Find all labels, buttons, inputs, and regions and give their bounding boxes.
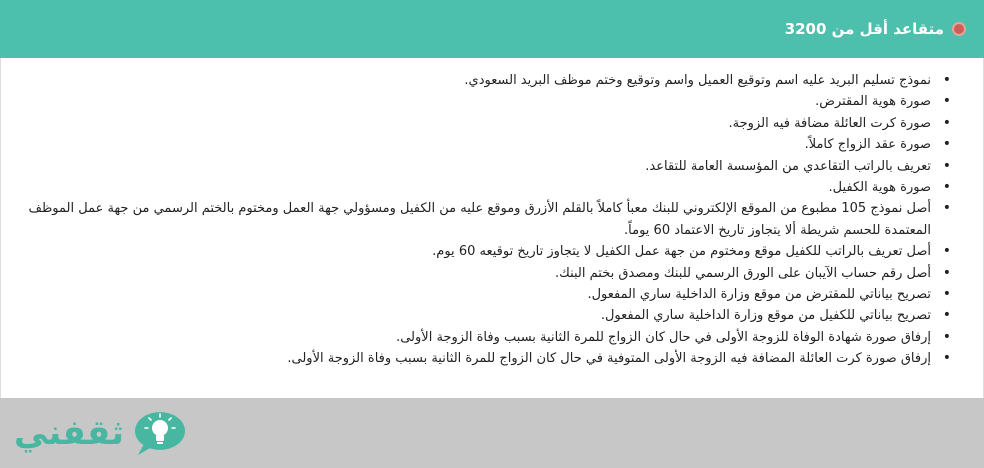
list-item: • تصريح بياناتي للكفيل من موقع وزارة الداخلية ساري المفعول. bbox=[13, 305, 957, 326]
list-item: • أصل نموذج 105 مطبوع من الموقع الإلكتروني للبنك معبأ كاملاً بالقلم الأزرق وموقع عليه من الكفيل ومسؤولي جهة العمل ومختوم بالختم الرسمي من جهة عمل الموظف المعتمدة للحسم شريطة ألا يتجاوز تاريخ الاعتماد 60 يوماً. bbox=[13, 198, 957, 241]
requirements-panel bbox=[0, 58, 984, 398]
list-item: • إرفاق صورة كرت العائلة المضافة فيه الزوجة الأولى المتوفية في حال كان الزواج للمرة الثانية بسبب وفاة الزوجة الأولى. bbox=[13, 348, 957, 369]
section-header bbox=[0, 0, 984, 58]
list-item: • صورة هوية الكفيل. bbox=[13, 177, 957, 198]
section-title: متقاعد أقل من 3200 bbox=[784, 20, 944, 38]
list-item: • صورة عقد الزواج كاملاً. bbox=[13, 134, 957, 155]
list-item: • نموذج تسليم البريد عليه اسم وتوقيع العميل واسم وتوقيع وختم موظف البريد السعودي. bbox=[13, 70, 957, 91]
footer-watermark-bar bbox=[0, 398, 984, 468]
requirements-list bbox=[13, 70, 957, 370]
list-item: • صورة كرت العائلة مضافة فيه الزوجة. bbox=[13, 113, 957, 134]
list-item: • تصريح بياناتي للمقترض من موقع وزارة الداخلية ساري المفعول. bbox=[13, 284, 957, 305]
bullet-circle-icon bbox=[952, 22, 966, 36]
logo-text: ثقفني bbox=[14, 413, 124, 453]
site-logo bbox=[14, 402, 214, 464]
list-item: • صورة هوية المقترض. bbox=[13, 91, 957, 112]
list-item: • أصل رقم حساب الآيبان على الورق الرسمي للبنك ومصدق بختم البنك. bbox=[13, 263, 957, 284]
lightbulb-speech-bubble-icon bbox=[130, 408, 188, 458]
list-item: • إرفاق صورة شهادة الوفاة للزوجة الأولى في حال كان الزواج للمرة الثانية بسبب وفاة الزوجة الأولى. bbox=[13, 327, 957, 348]
list-item: • تعريف بالراتب التقاعدي من المؤسسة العامة للتقاعد. bbox=[13, 156, 957, 177]
list-item: • أصل تعريف بالراتب للكفيل موقع ومختوم من جهة عمل الكفيل لا يتجاوز تاريخ توقيعه 60 يوم. bbox=[13, 241, 957, 262]
